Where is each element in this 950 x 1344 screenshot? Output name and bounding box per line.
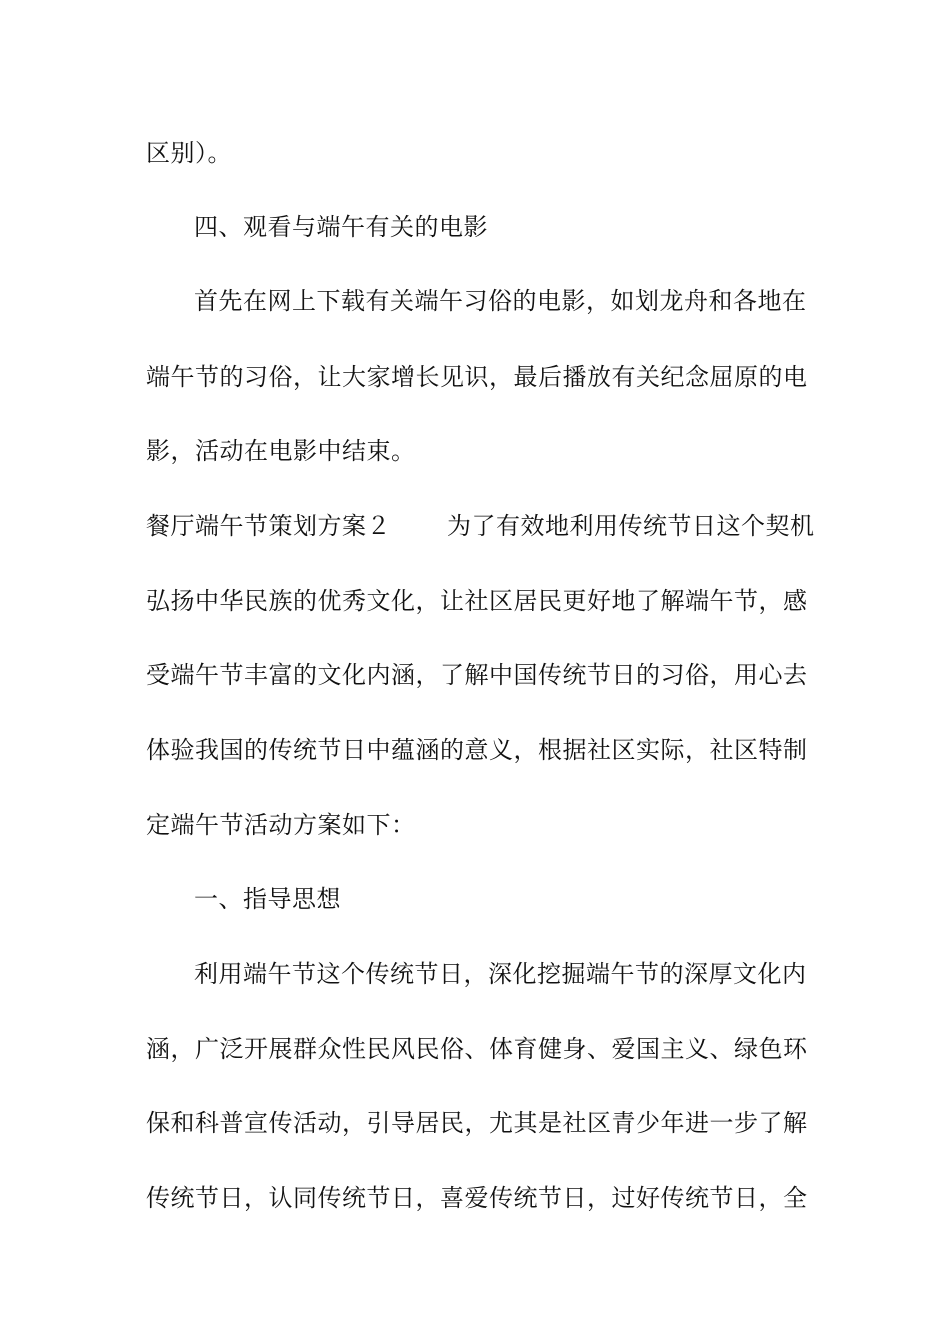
text-line: 体验我国的传统节日中蕴涵的意义，根据社区实际，社区特制 [146, 736, 808, 764]
paragraph-start: 为了有效地利用传统节日这个契机 [447, 512, 815, 540]
text-line: 端午节的习俗，让大家增长见识，最后播放有关纪念屈原的电 [146, 363, 808, 391]
section-heading: 四、观看与端午有关的电影 [194, 213, 488, 241]
text-line: 弘扬中华民族的优秀文化，让社区居民更好地了解端午节，感 [146, 587, 808, 615]
text-line: 涵，广泛开展群众性民风民俗、体育健身、爱国主义、绿色环 [146, 1035, 808, 1063]
text-line: 影，活动在电影中结束。 [146, 437, 416, 465]
plan-title: 餐厅端午节策划方案２ [146, 512, 391, 540]
text-line: 利用端午节这个传统节日，深化挖掘端午节的深厚文化内 [194, 960, 807, 988]
section-heading: 一、指导思想 [194, 885, 341, 913]
text-line: 保和科普宣传活动，引导居民，尤其是社区青少年进一步了解 [146, 1109, 808, 1137]
text-line: 区别）。 [146, 139, 232, 167]
text-line: 首先在网上下载有关端午习俗的电影，如划龙舟和各地在 [194, 287, 807, 315]
text-line: 传统节日，认同传统节日，喜爱传统节日，过好传统节日，全 [146, 1184, 808, 1212]
text-line: 受端午节丰富的文化内涵，了解中国传统节日的习俗，用心去 [146, 661, 808, 689]
text-line: 定端午节活动方案如下： [146, 811, 416, 839]
text-line [146, 511, 815, 541]
